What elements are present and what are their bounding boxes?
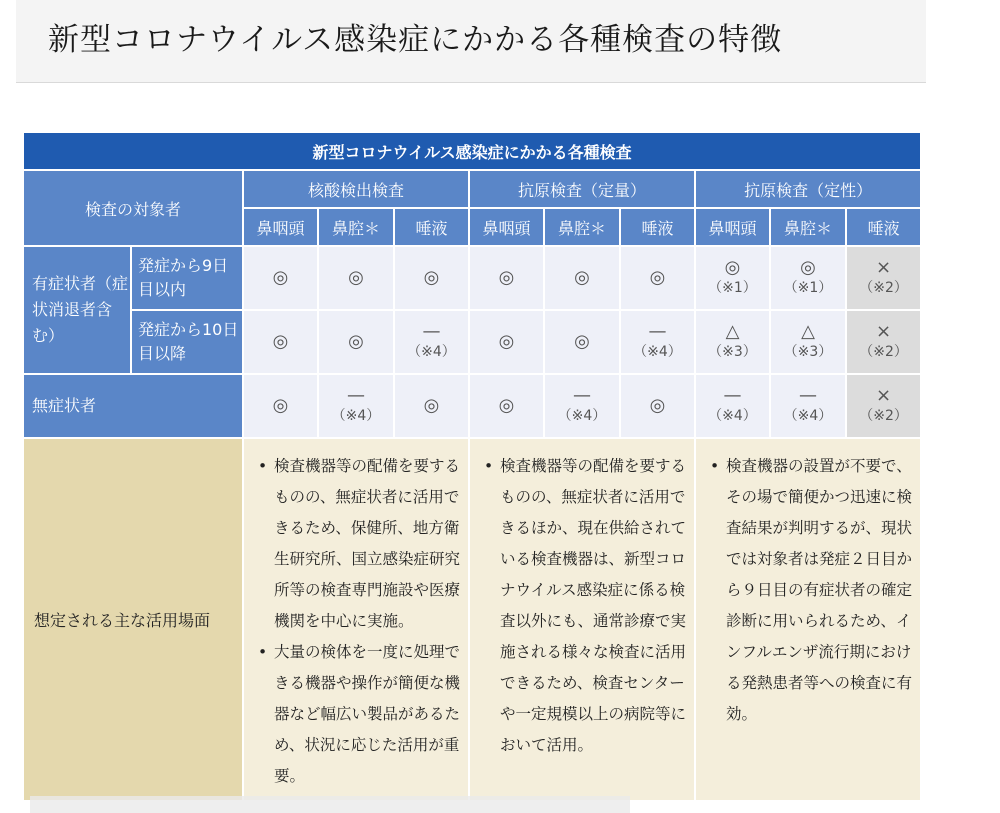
dash-icon: —	[723, 385, 742, 406]
footnote-strip	[30, 796, 630, 813]
row-label-within-9-days: 発症から9日目以内	[131, 246, 243, 310]
table-cell	[770, 374, 846, 438]
group-header-antigen-quant: 抗原検査（定量）	[469, 170, 695, 208]
double-circle-icon: ◎	[498, 331, 515, 352]
triangle-icon: △	[725, 321, 740, 342]
table-cell	[695, 246, 770, 310]
double-circle-icon: ◎	[272, 331, 289, 352]
note-1: （※1）	[708, 280, 757, 296]
double-circle-icon: ◎	[348, 267, 364, 288]
table-cell	[770, 246, 846, 310]
table-cell	[620, 310, 695, 374]
test-comparison-table	[22, 131, 922, 802]
double-circle-icon: ◎	[574, 331, 590, 352]
table-cell	[620, 374, 695, 438]
table-cell	[695, 374, 770, 438]
table-cell	[394, 374, 469, 438]
cross-icon: ×	[876, 321, 892, 342]
note-4: （※4）	[633, 344, 682, 360]
dash-icon: —	[799, 385, 817, 406]
table-cell	[695, 310, 770, 374]
target-header: 検査の対象者	[23, 170, 243, 246]
dash-icon: —	[422, 321, 441, 342]
note-4: （※4）	[407, 344, 456, 360]
row-label-after-10-days: 発症から10日目以降	[131, 310, 243, 374]
table-cell	[846, 246, 921, 310]
double-circle-icon: ◎	[423, 267, 440, 288]
table-cell	[846, 310, 921, 374]
symptomatic-label: 有症状者（症状消退者含む）	[23, 246, 131, 374]
use-case-antigen-quant	[469, 438, 695, 801]
specimen-header: 唾液	[620, 208, 695, 246]
double-circle-icon: ◎	[272, 267, 289, 288]
table-cell	[846, 374, 921, 438]
table-cell	[394, 246, 469, 310]
table-cell	[318, 310, 394, 374]
note-2: （※2）	[859, 408, 908, 424]
note-3: （※3）	[783, 344, 833, 360]
specimen-header: 唾液	[846, 208, 921, 246]
specimen-header: 鼻咽頭	[469, 208, 544, 246]
page-title: 新型コロナウイルス感染症にかかる各種検査の特徴	[48, 22, 783, 58]
group-header-antigen-qual: 抗原検査（定性）	[695, 170, 921, 208]
triangle-icon: △	[801, 321, 815, 342]
note-4: （※4）	[557, 408, 607, 424]
specimen-header: 鼻腔＊	[544, 208, 620, 246]
circle-icon: ◎	[800, 257, 816, 278]
table-cell	[469, 310, 544, 374]
dash-icon: —	[648, 321, 667, 342]
use-case-pcr	[243, 438, 469, 801]
note-2: （※2）	[859, 280, 908, 296]
list-item: • 大量の検体を一度に処理できる機器や操作が簡便な機器など幅広い製品があるため、状況に応じた活用が重要。	[258, 637, 460, 792]
table-cell	[243, 310, 318, 374]
table-cell	[620, 246, 695, 310]
table-cell	[544, 246, 620, 310]
table-cell	[318, 374, 394, 438]
table-cell	[243, 374, 318, 438]
table-cell	[318, 246, 394, 310]
double-circle-icon: ◎	[649, 267, 666, 288]
double-circle-icon: ◎	[423, 395, 440, 416]
table-cell	[243, 246, 318, 310]
table-cell	[544, 374, 620, 438]
double-circle-icon: ◎	[348, 331, 364, 352]
table-cell	[544, 310, 620, 374]
table-cell	[394, 310, 469, 374]
specimen-header: 鼻咽頭	[243, 208, 318, 246]
specimen-header: 唾液	[394, 208, 469, 246]
use-case-label: 想定される主な活用場面	[23, 438, 243, 801]
specimen-header: 鼻腔＊	[318, 208, 394, 246]
note-4: （※4）	[783, 408, 833, 424]
double-circle-icon: ◎	[649, 395, 666, 416]
note-1: （※1）	[783, 280, 833, 296]
use-case-antigen-qual	[695, 438, 921, 801]
specimen-header: 鼻咽頭	[695, 208, 770, 246]
list-item: • 検査機器の設置が不要で、その場で簡便かつ迅速に検査結果が判明するが、現状では対象者は発症２日目から９日目の有症状者の確定診断に用いられるため、インフルエンザ流行期における発熱患者等への検査に有効。	[710, 451, 912, 730]
table-cell	[469, 374, 544, 438]
double-circle-icon: ◎	[498, 395, 515, 416]
specimen-header: 鼻腔＊	[770, 208, 846, 246]
dash-icon: —	[573, 385, 591, 406]
table-title: 新型コロナウイルス感染症にかかる各種検査	[23, 132, 921, 170]
double-circle-icon: ◎	[498, 267, 515, 288]
list-item: • 検査機器等の配備を要するものの、無症状者に活用できるため、保健所、地方衛生研究所、国立感染症研究所等の検査専門施設や医療機関を中心に実施。	[258, 451, 460, 637]
note-4: （※4）	[708, 408, 757, 424]
double-circle-icon: ◎	[272, 395, 289, 416]
cross-icon: ×	[876, 257, 892, 278]
dash-icon: —	[347, 385, 365, 406]
table-cell	[770, 310, 846, 374]
table-cell	[469, 246, 544, 310]
double-circle-icon: ◎	[574, 267, 590, 288]
cross-icon: ×	[876, 385, 892, 406]
note-2: （※2）	[859, 344, 908, 360]
asymptomatic-label: 無症状者	[23, 374, 243, 438]
note-4: （※4）	[331, 408, 381, 424]
group-header-pcr: 核酸検出検査	[243, 170, 469, 208]
circle-icon: ◎	[724, 257, 741, 278]
list-item: • 検査機器等の配備を要するものの、無症状者に活用できるほか、現在供給されている検査機器は、新型コロナウイルス感染症に係る検査以外にも、通常診療で実施される様々な検査に活用できるため、検査センターや一定規模以上の病院等において活用。	[484, 451, 686, 761]
note-3: （※3）	[708, 344, 757, 360]
